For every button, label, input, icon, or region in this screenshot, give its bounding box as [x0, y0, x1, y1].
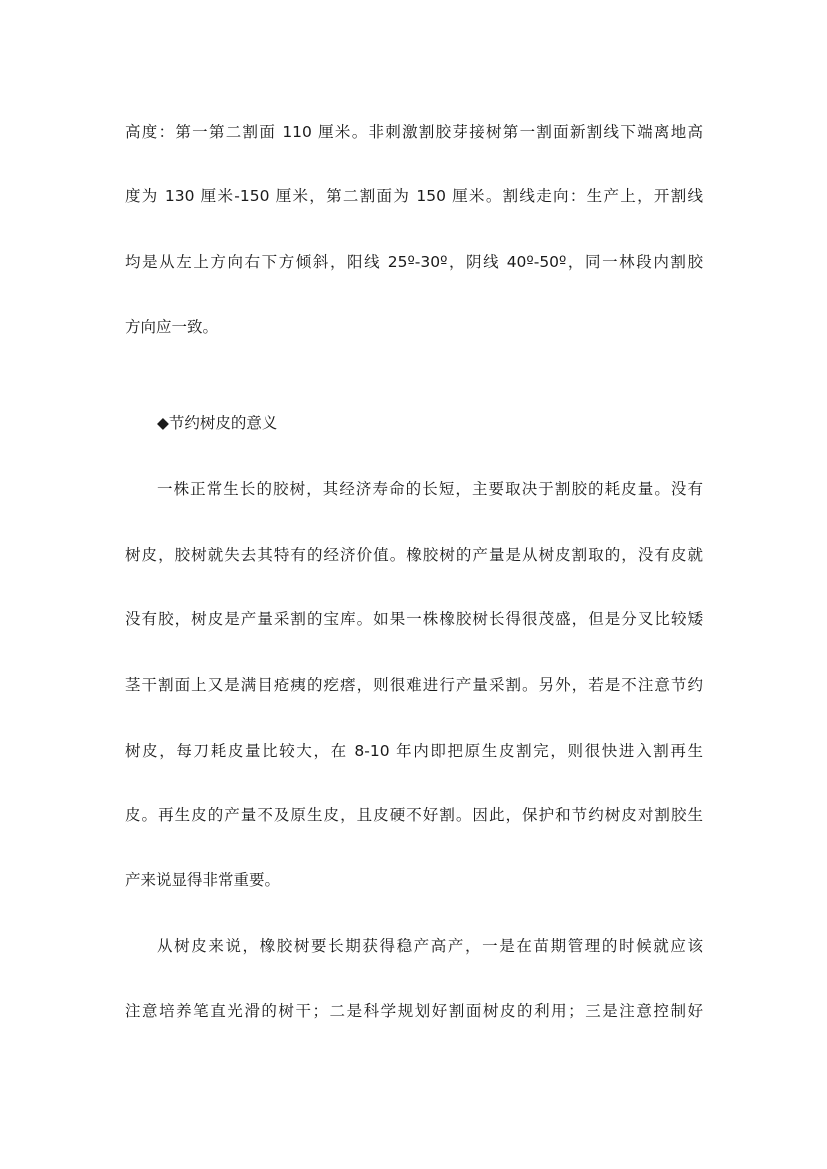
text-line: 茎干割面上又是满目疮痍的疙瘩，则很难进行产量采割。另外，若是不注意节约: [125, 676, 703, 694]
text-line: 一株正常生长的胶树，其经济寿命的长短，主要取决于割胶的耗皮量。没有: [157, 480, 703, 498]
text-line: 高度：第一第二割面 110 厘米。非刺激割胶芽接树第一割面新割线下端离地高: [125, 123, 703, 141]
text-line: 树皮，每刀耗皮量比较大，在 8-10 年内即把原生皮割完，则很快进入割再生: [125, 742, 703, 760]
text-line: 皮。再生皮的产量不及原生皮，且皮硬不好割。因此，保护和节约树皮对割胶生: [125, 806, 703, 824]
text-line: 没有胶，树皮是产量采割的宝库。如果一株橡胶树长得很茂盛，但是分叉比较矮: [125, 610, 703, 628]
text-line: 方向应一致。: [125, 318, 219, 336]
text-line: 均是从左上方向右下方倾斜，阳线 25º-30º，阴线 40º-50º，同一林段内割胶: [125, 253, 703, 271]
section-heading: ◆节约树皮的意义: [157, 414, 278, 432]
text-line: 从树皮来说，橡胶树要长期获得稳产高产，一是在苗期管理的时候就应该: [157, 937, 703, 955]
text-line: 树皮，胶树就失去其特有的经济价值。橡胶树的产量是从树皮割取的，没有皮就: [125, 546, 703, 564]
text-line: 产来说显得非常重要。: [125, 871, 281, 889]
text-line: 度为 130 厘米-150 厘米，第二割面为 150 厘米。割线走向：生产上，开割线: [125, 187, 703, 205]
text-line: 注意培养笔直光滑的树干；二是科学规划好割面树皮的利用；三是注意控制好: [125, 1002, 703, 1020]
